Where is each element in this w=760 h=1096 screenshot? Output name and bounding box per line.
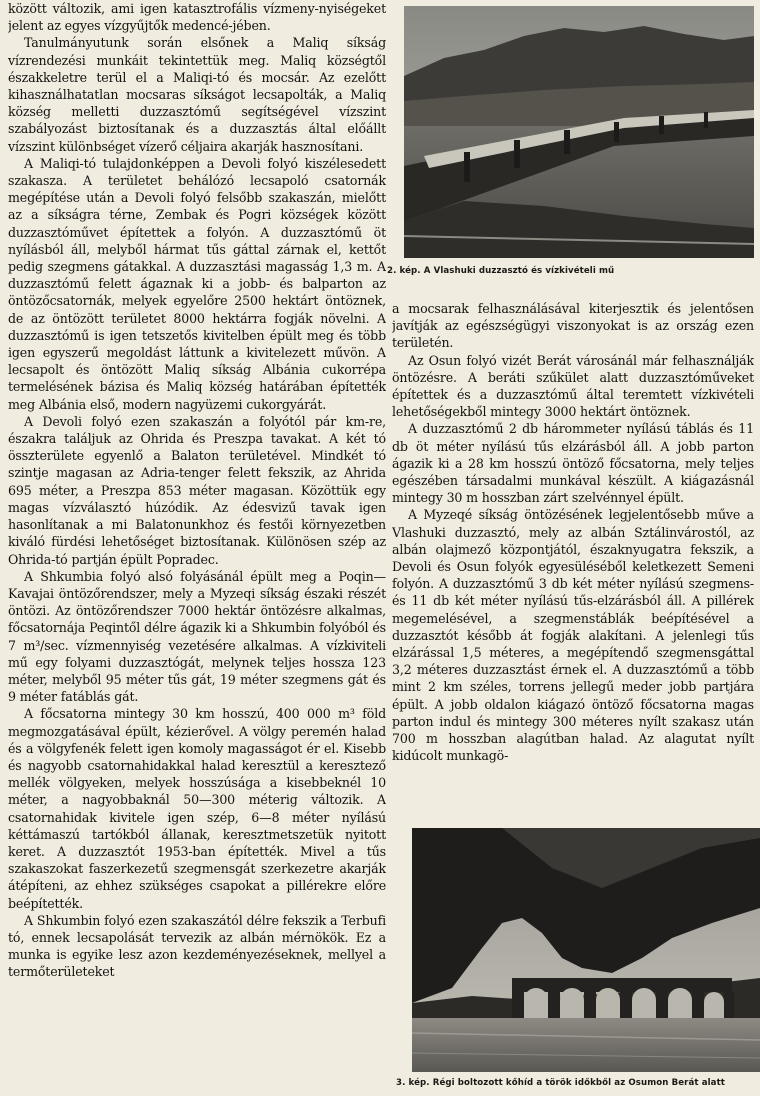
- figure-caption: 3. kép. Régi boltozott kőhíd a török időkből az Osumon Berát alatt: [396, 1078, 725, 1088]
- paragraph: Tanulmányutunk során elsőnek a Maliq síkság vízrendezési munkáit tekintettük meg. Maliq községtől északkeletre terül el a Maliqi-tó és mocsár. Az ezelőtt kihasználhatatlan mocsaras síkságot lecsapolták, a Maliq község melletti duzzasztómű segítségével vízszint szabályozást biztosítanak és a duzzasztás által előállt vízszint különbséget vízerő céljaira akarják hasznosítani.: [8, 35, 386, 154]
- right-text-column: [392, 300, 754, 820]
- paragraph: A Maliqi-tó tulajdonképpen a Devoli folyó kiszélesedett szakasza. A területet behálózó lecsapoló csatornák megépítése után a Devoli folyó felsőbb szakaszán, mielőtt az a síkságra térne, Zembak és Pogri községek között duzzasztóművet építettek a folyón. A duzzasztómű öt nyílásból áll, melyből hármat tűs gáttal zárnak el, kettőt pedig szegmens gátakkal. A duzzasztási magasság 1,3 m. A duzzasztómű felett ágaznak ki a jobb- és balparton az öntözőcsatornák, melyek egyelőre 2500 hektárt öntöznek, de az öntözött területet 8000 hektárra fogják növelni. A duzzasztómű is igen tetszetős kivitelben épült meg és több igen egyszerű megoldást láttunk a kivitelezett művön. A lecsapolt és öntözött Maliq síkság Albánia cukorrépa termelésének bázisa és Maliq község határában építették meg Albánia első, modern nagyüzemi cukorgyárát.: [8, 155, 386, 412]
- paragraph: Az Osun folyó vizét Berát városánál már felhasználják öntözésre. A beráti szűkület alatt duzzasztóműveket építettek és a duzzasztómű által teremtett vízkivételi lehetőségekből mintegy 3000 hektárt öntöznek.: [392, 352, 754, 420]
- figure-caption: 2. kép. A Vlashuki duzzasztó és vízkivételi mű: [387, 266, 615, 276]
- paragraph: A Shkumbia folyó alsó folyásánál épült meg a Poqin—Kavajai öntözőrendszer, mely a Myzeqi síkság északi részét öntözi. Az öntözőrendszer 7000 hektár öntözésre alkalmas, főcsatornája Peqintől délre ágazik ki a Shkumbin folyóból és 7 m³/sec. vízmennyiség vezetésére alkalmas. A vízkiviteli mű egy folyami duzzasztógát, melynek teljes hossza 123 méter, melyből 95 méter tűs gát, 19 méter szegmens gát és 9 méter fatáblás gát.: [8, 568, 386, 705]
- left-text-column: [8, 0, 386, 1096]
- paragraph: A főcsatorna mintegy 30 km hosszú, 400 000 m³ föld megmozgatásával épült, kézierővel. A völgy peremén halad és a völgyfenék felett igen komoly magasságot ér el. Kisebb és nagyobb csatornahidakkal halad keresztül a keresztező mellék völgyeken, melyek hosszúsága a kisebbeknél 10 méter, a nagyobbaknál 50—300 méterig változik. A csatornahidak kivitele igen szép, 6—8 méter nyílású kéttámaszú tartókból állanak, keresztmetszetük nyitott keret. A duzzasztót 1953-ban építették. Mivel a tűs szakaszokat faszerkezetű szegmensgát szerkezetre akarják átépíteni, az ehhez szükséges csapokat a pillérekre előre beépítették.: [8, 706, 386, 911]
- paragraph: A Devoli folyó ezen szakaszán a folyótól pár km-re, északra találjuk az Ohrida és Preszpa tavakat. A két tó összterülete egyenlő a Balaton területével. Mindkét tó szintje magasan az Adria-tenger felett fekszik, az Ahrida 695 méter, a Preszpa 853 méter magasan. Közöttük egy magas vízválasztó húzódik. Az édesvizű tavak igen hasonlítanak a mi Balatonunkhoz és festői környezetben kiváló fürdési lehetőséget biztosítanak. Különösen szép az Ohrida-tó partján épült Popradec.: [8, 413, 386, 567]
- paragraph: A duzzasztómű 2 db hárommeter nyílású táblás és 11 db öt méter nyílású tűs elzárásból áll. A jobb parton ágazik ki a 28 km hosszú öntöző főcsatorna, mely teljes egészében társadalmi munkával készült. A kiágazásnál mintegy 30 m hosszban zárt szelvénnyel épült.: [392, 421, 754, 506]
- dam-photo: [404, 6, 754, 258]
- paragraph: a mocsarak felhasználásával kiterjesztik és jelentősen javítják az egészségügyi viszonyokat is az ország ezen területén.: [392, 301, 754, 351]
- paragraph: között változik, ami igen katasztrofális vízmeny-nyiségeket jelent az egyes vízgyűjtők medencé-jében.: [8, 1, 386, 34]
- paragraph: A Shkumbin folyó ezen szakaszától délre fekszik a Terbufi tó, ennek lecsapolását tervezik az albán mérnökök. Ez a munka is egyike lesz azon kezdeményezéseknek, mellyel a termőterületeket: [8, 912, 386, 980]
- bridge-photo: [412, 828, 760, 1072]
- paragraph: A Myzeqé síkság öntözésének legjelentősebb műve a Vlashuki duzzasztó, mely az albán Sztálinvárostól, az albán olajmező központjától, északnyugatra fekszik, a Devoli és Osun folyók egyesüléséből keletkezett Semeni folyón. A duzzasztómű 3 db két méter nyílású szegmens- és 11 db két méter nyílású tűs-elzárásból áll. A pillérek megemelésével, a szegmenstáblák beépítésével a duzzasztót később át fogják alakítani. A jelenlegi tűs elzárással 1,5 méteres, a megépítendő szegmensgáttal 3,2 méteres duzzasztást érnek el. A duzzasztómű a több mint 2 km széles, torrens jellegű meder jobb partjára épült. A jobb oldalon kiágazó öntöző főcsatorna magas parton indul és mintegy 300 méteres nyílt szakasz után 700 m hosszban alagútban halad. Az alagutat nyílt kidúcolt munkagö-: [392, 507, 754, 764]
